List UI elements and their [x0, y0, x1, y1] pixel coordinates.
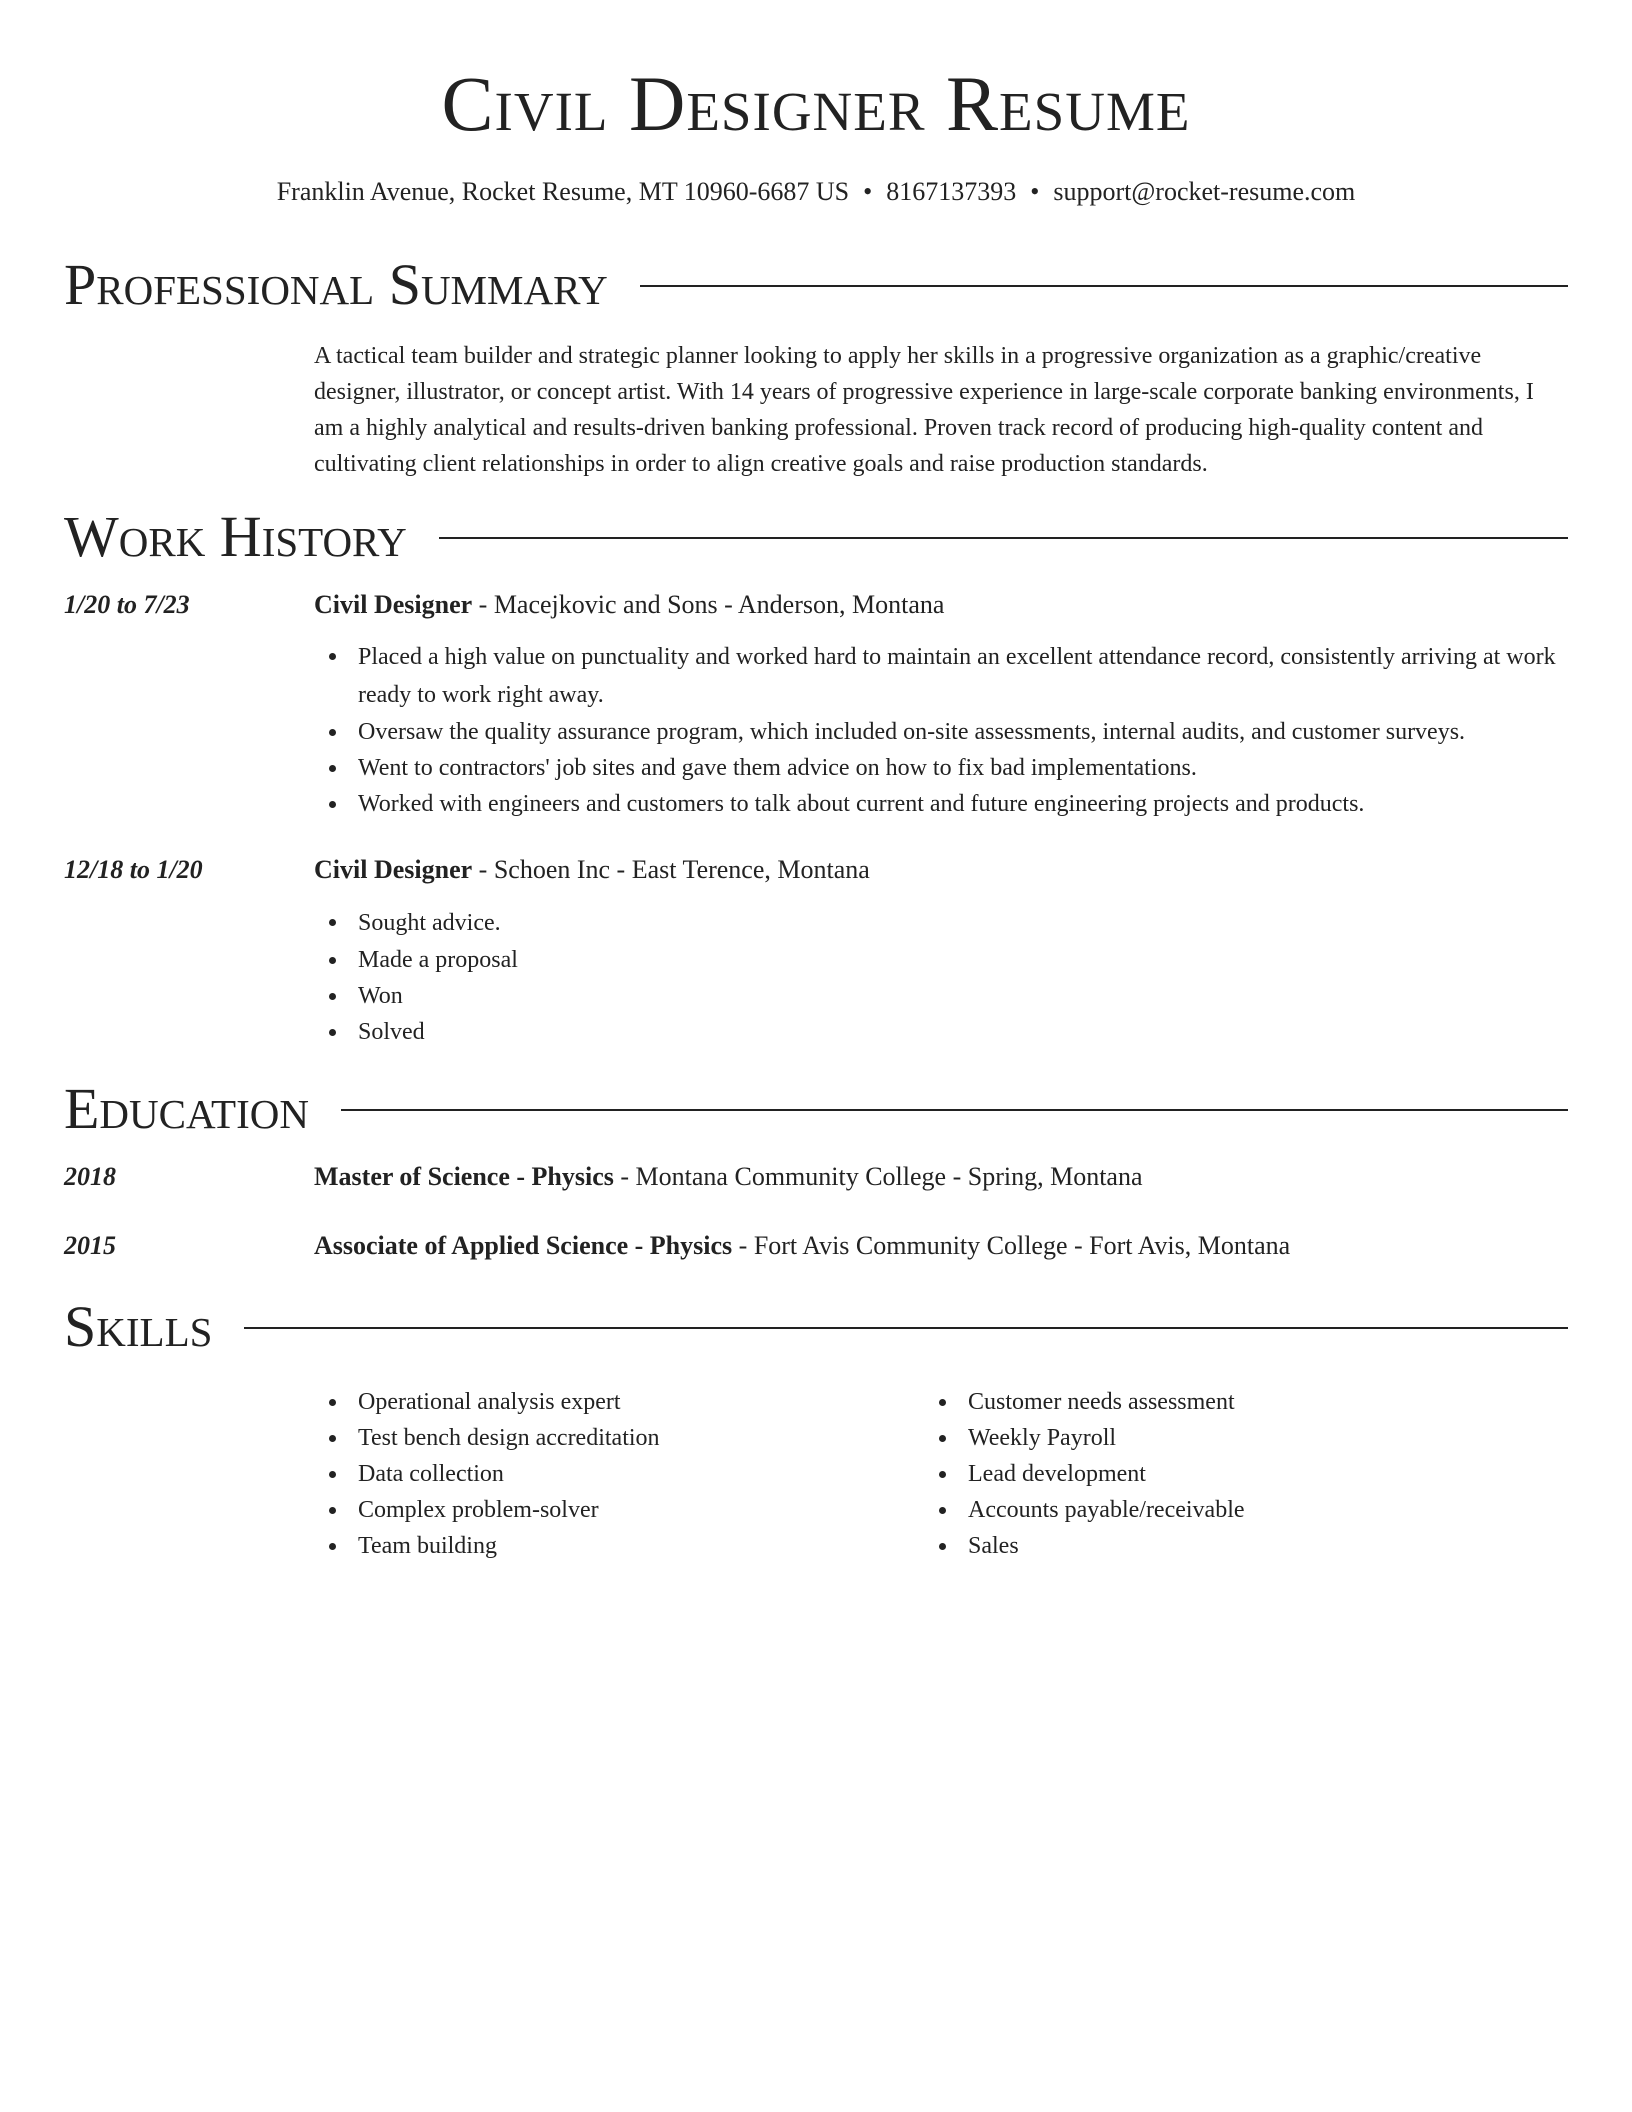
education-section-header — [64, 1077, 1568, 1141]
education-heading — [314, 1159, 1568, 1195]
list-item: Accounts payable/receivable — [968, 1492, 1245, 1528]
education-section-title: Education — [64, 1076, 309, 1141]
work-heading — [314, 587, 1568, 623]
work-role: Civil Designer — [314, 855, 473, 884]
contact-address: Franklin Avenue, Rocket Resume, MT 10960-6687 US — [276, 177, 850, 206]
work-bullets — [314, 904, 1568, 1050]
education-heading — [314, 1228, 1568, 1264]
work-bullets — [314, 638, 1568, 822]
list-item: Team building — [358, 1528, 660, 1564]
education-degree: Associate of Applied Science - Physics — [314, 1231, 733, 1260]
work-dates: 1/20 to 7/23 — [64, 590, 190, 619]
summary-section-header — [64, 253, 1568, 317]
work-dates: 12/18 to 1/20 — [64, 855, 203, 884]
resume-title: Civil Designer Resume — [441, 60, 1191, 147]
contact-separator: • — [863, 177, 873, 206]
list-item: Complex problem-solver — [358, 1492, 660, 1528]
list-item: Customer needs assessment — [968, 1384, 1245, 1420]
education-year: 2015 — [64, 1231, 116, 1260]
list-item: Test bench design accreditation — [358, 1420, 660, 1456]
list-item: Data collection — [358, 1456, 660, 1492]
list-item: Placed a high value on punctuality and worked hard to maintain an excellent attendance record, consistently arriving at work ready to work right away. — [358, 638, 1568, 714]
summary-section-title: Professional Summary — [64, 252, 608, 317]
skills-list-right — [924, 1384, 1245, 1564]
skills-list-left — [314, 1384, 660, 1564]
list-item: Made a proposal — [358, 942, 1568, 978]
list-item: Went to contractors' job sites and gave them advice on how to fix bad implementations. — [358, 750, 1568, 786]
list-item: Operational analysis expert — [358, 1384, 660, 1420]
contact-phone: 8167137393 — [886, 177, 1017, 206]
work-role: Civil Designer — [314, 590, 473, 619]
section-divider — [244, 1327, 1568, 1329]
contact-separator: • — [1030, 177, 1040, 206]
education-details: - Montana Community College - Spring, Montana — [613, 1162, 1143, 1191]
list-item: Sought advice. — [358, 904, 1568, 942]
section-divider — [341, 1109, 1568, 1111]
work-section-title: Work History — [64, 504, 407, 569]
section-divider — [640, 285, 1568, 287]
list-item: Solved — [358, 1014, 1568, 1050]
education-details: - Fort Avis Community College - Fort Avis, Montana — [732, 1231, 1291, 1260]
education-year: 2018 — [64, 1162, 116, 1191]
work-details: - Schoen Inc - East Terence, Montana — [472, 855, 870, 884]
section-divider — [439, 537, 1568, 539]
contact-line — [64, 172, 1568, 212]
work-details: - Macejkovic and Sons - Anderson, Montana — [472, 590, 945, 619]
work-section-header — [64, 505, 1568, 569]
list-item: Sales — [968, 1528, 1245, 1564]
list-item: Lead development — [968, 1456, 1245, 1492]
contact-email: support@rocket-resume.com — [1053, 177, 1356, 206]
summary-text: A tactical team builder and strategic planner looking to apply her skills in a progressive organization as a graphic/creative designer, illustrator, or concept artist. With 14 years of progressive experience in large-scale corporate banking environments, I am a highly analytical and results-driven banking professional. Proven track record of producing high-quality content and cultivating client relationships in order to align creative goals and raise production standards. — [314, 343, 1534, 477]
education-degree: Master of Science - Physics — [314, 1162, 614, 1191]
list-item: Worked with engineers and customers to talk about current and future engineering projects and products. — [358, 786, 1568, 822]
skills-section-header — [64, 1295, 1568, 1359]
skills-section-title: Skills — [64, 1294, 213, 1359]
list-item: Oversaw the quality assurance program, which included on-site assessments, internal audits, and customer surveys. — [358, 714, 1568, 750]
list-item: Won — [358, 978, 1568, 1014]
work-heading — [314, 852, 1568, 888]
list-item: Weekly Payroll — [968, 1420, 1245, 1456]
